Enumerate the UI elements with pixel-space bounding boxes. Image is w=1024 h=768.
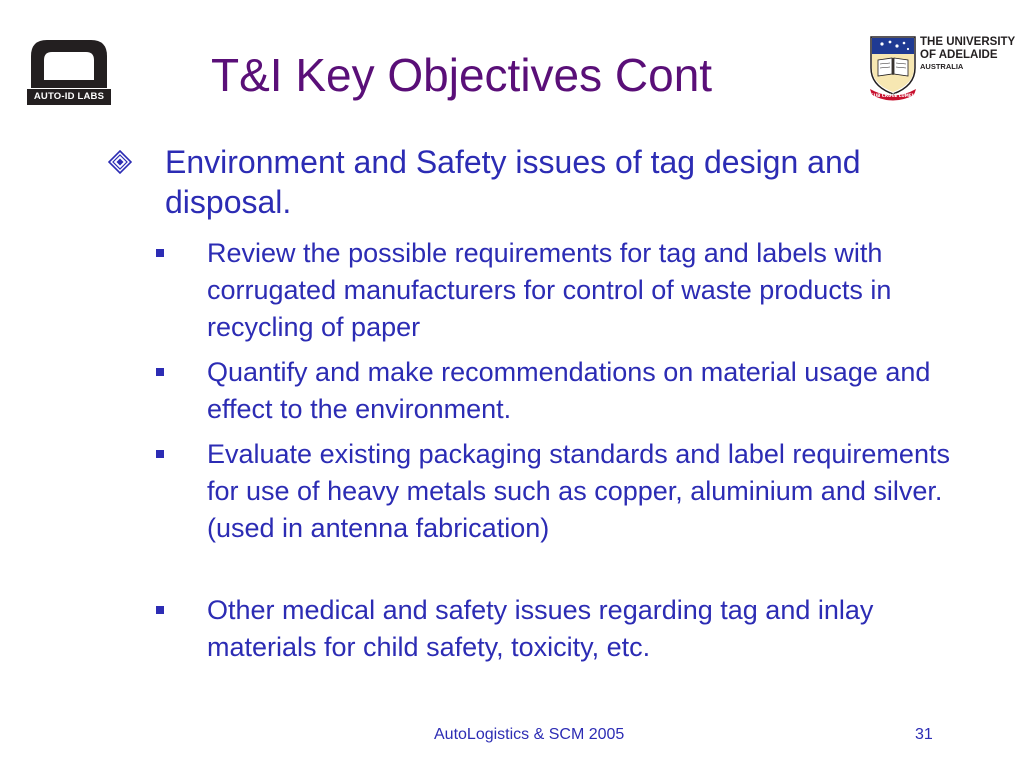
slide-title: T&I Key Objectives Cont bbox=[211, 49, 713, 101]
auto-id-labs-logo bbox=[27, 36, 111, 108]
sub-bullet-2-text: Quantify and make recommendations on material usage and effect to the environment. bbox=[207, 357, 931, 424]
university-name-line3: AUSTRALIA bbox=[920, 62, 964, 71]
sub-bullet-3 bbox=[207, 436, 962, 547]
university-name-line2: OF ADELAIDE bbox=[920, 49, 998, 61]
university-name bbox=[920, 36, 1015, 72]
sub-bullet-1 bbox=[207, 235, 962, 346]
main-bullet-text: Environment and Safety issues of tag design and disposal. bbox=[165, 144, 861, 220]
footer-title: AutoLogistics & SCM 2005 bbox=[434, 726, 625, 743]
sub-bullet-1-text: Review the possible requirements for tag and labels with corrugated manufacturers for control of waste products in recycling of paper bbox=[207, 238, 892, 342]
square-bullet-icon bbox=[156, 368, 164, 376]
university-name-line1: THE UNIVERSITY bbox=[920, 36, 1016, 48]
page-number: 31 bbox=[915, 726, 933, 743]
diamond-bullet-icon bbox=[108, 150, 132, 174]
university-logo bbox=[868, 34, 1018, 104]
sub-bullet-4-text: Other medical and safety issues regarding tag and inlay materials for child safety, toxicity, etc. bbox=[207, 595, 874, 662]
sub-bullet-3-text: Evaluate existing packaging standards and label requirements for use of heavy metals such as copper, aluminium and silver. (used in antenna fabrication) bbox=[207, 439, 950, 543]
university-crest-icon bbox=[868, 34, 918, 102]
auto-id-labs-text: AUTO-ID LABS bbox=[27, 89, 111, 105]
square-bullet-icon bbox=[156, 249, 164, 257]
square-bullet-icon bbox=[156, 606, 164, 614]
sub-bullet-2 bbox=[207, 354, 962, 428]
auto-id-labs-mark-icon bbox=[27, 36, 111, 92]
crest-motto: SUB CRUCE LUMEN bbox=[870, 93, 916, 98]
square-bullet-icon bbox=[156, 450, 164, 458]
sub-bullet-4 bbox=[207, 592, 962, 666]
